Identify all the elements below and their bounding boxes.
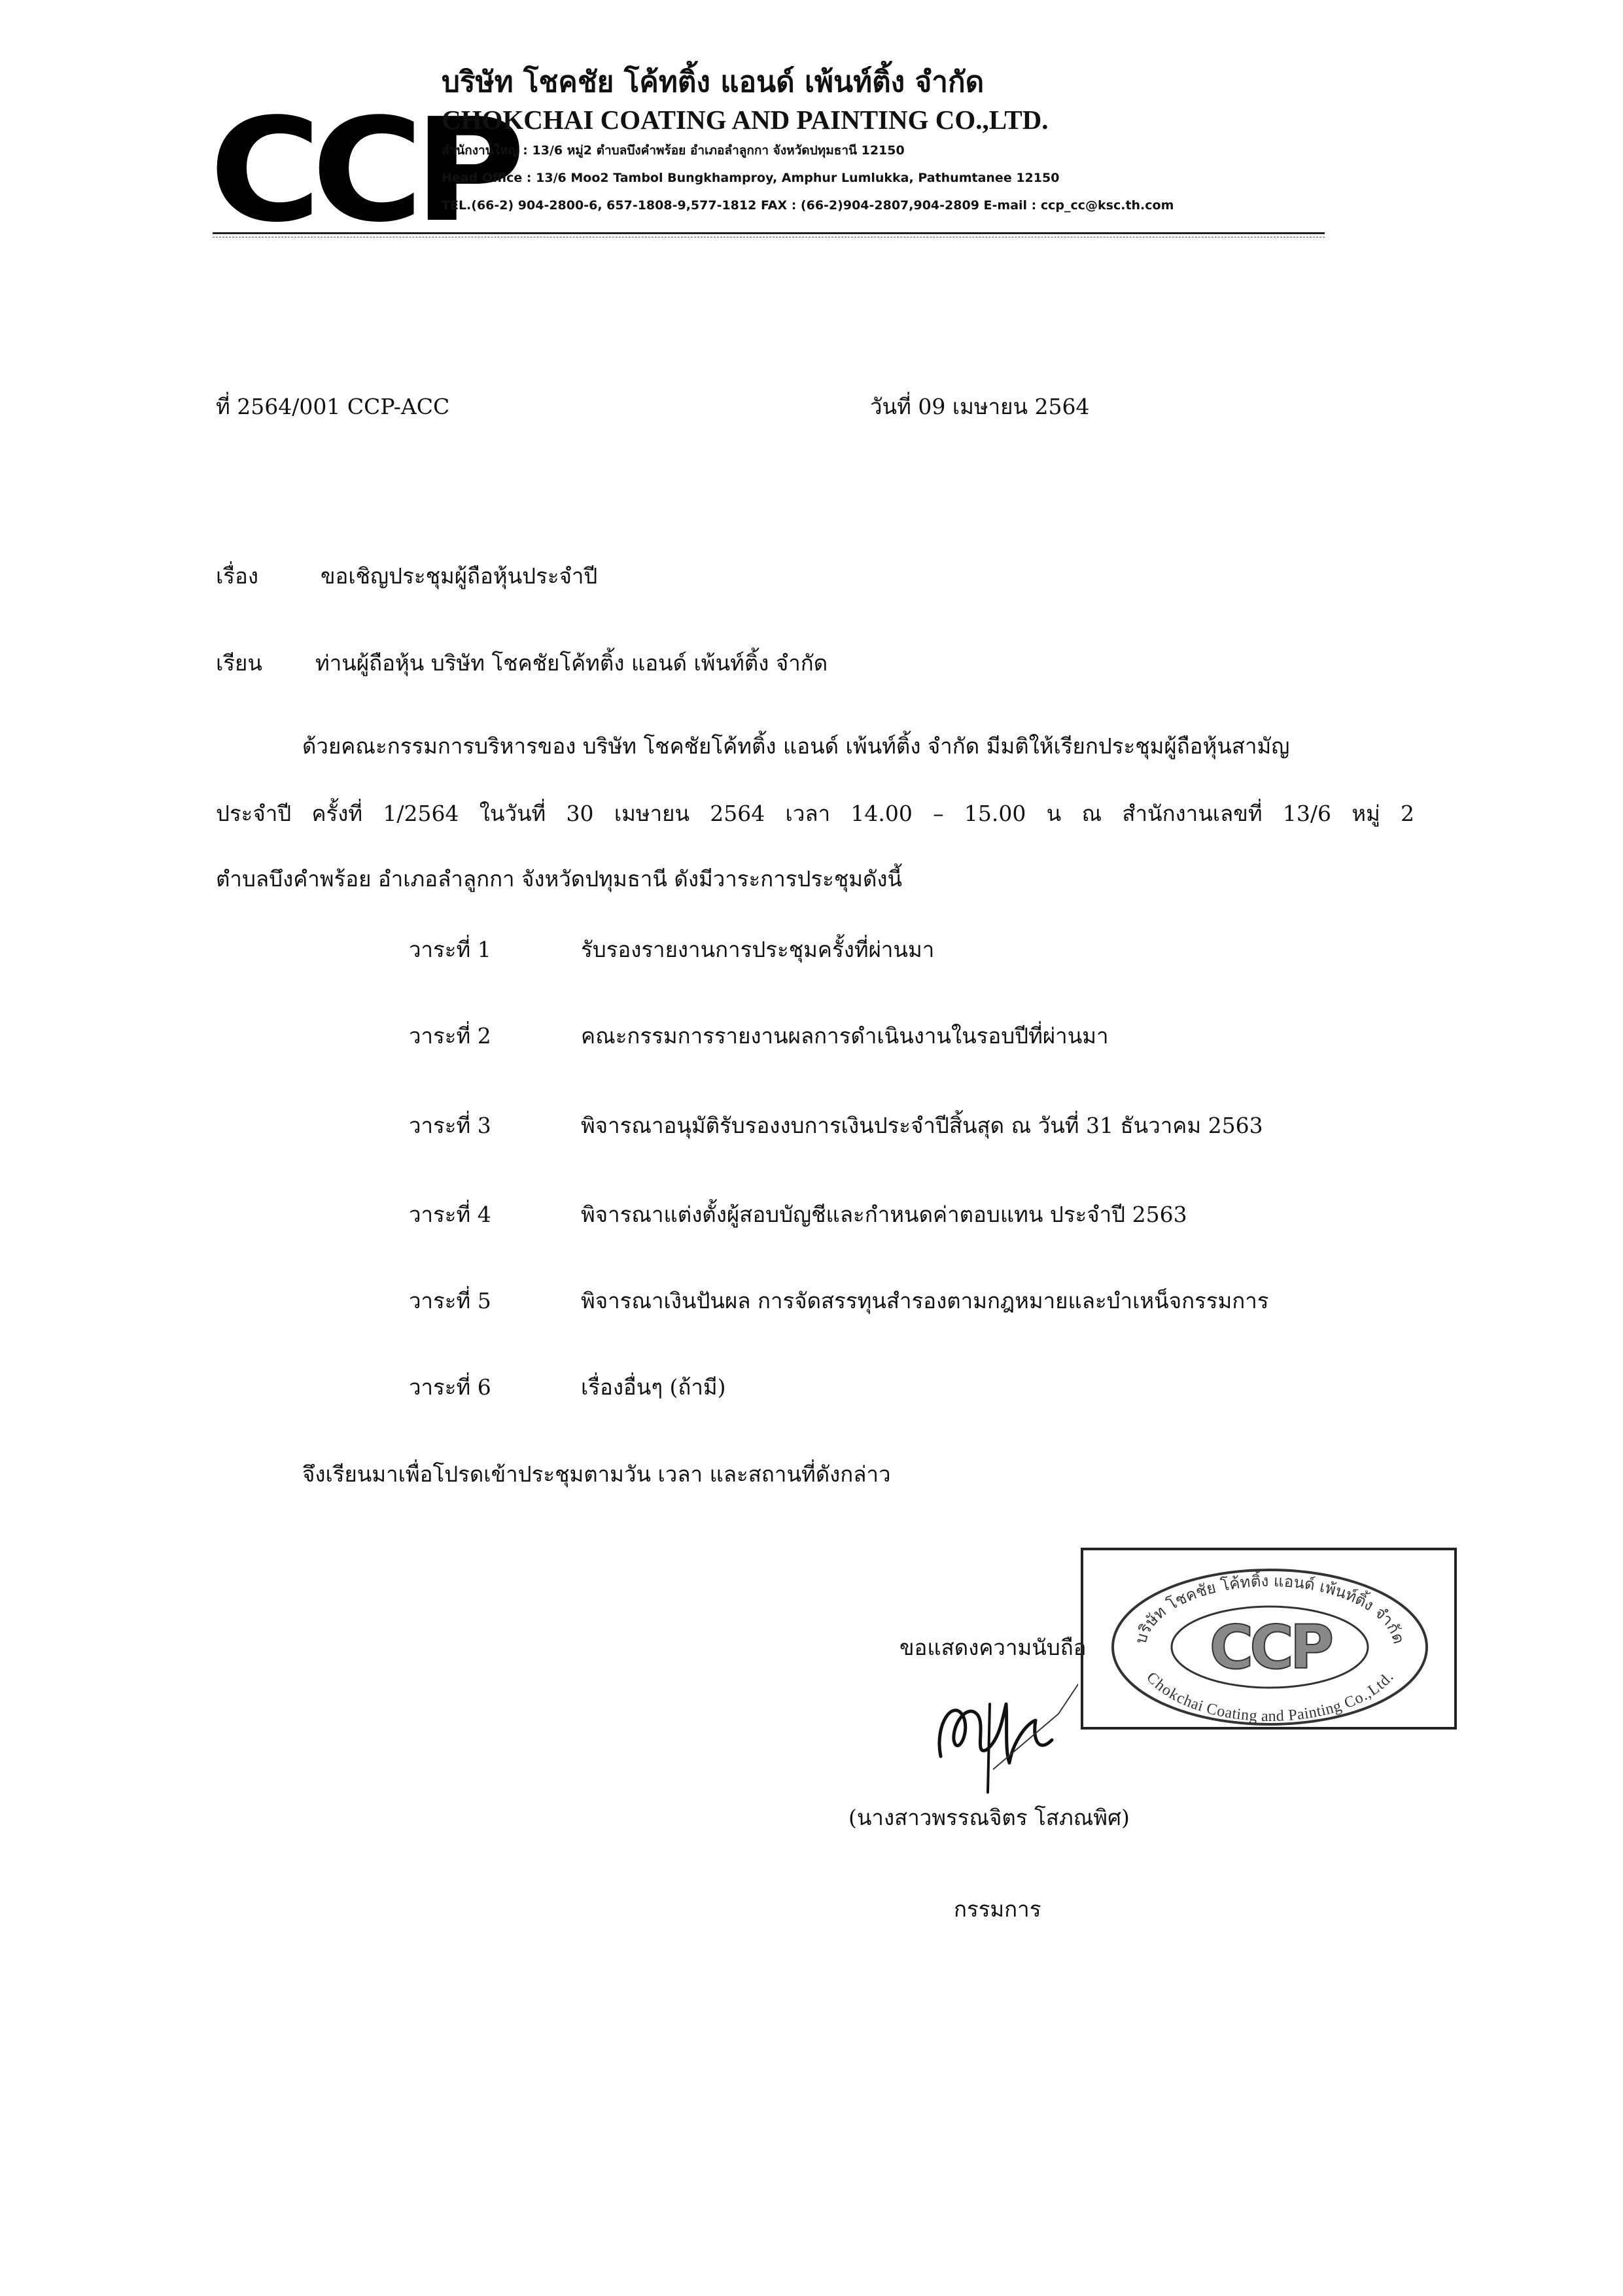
address-en: Head Office : 13/6 Moo2 Tambol Bungkhamproy, Amphur Lumlukka, Pathumtanee 12150 [442,171,1060,185]
company-stamp [1081,1548,1457,1730]
body-paragraph-line: ประจำปี ครั้งที่ 1/2564 ในวันที่ 30 เมษายน 2564 เวลา 14.00 – 15.00 น ณ สำนักงานเลขที่ 13/6 หมู่ 2 [216,801,1414,826]
svg-text:Chokchai Coating and Painting: Chokchai Coating and Painting Co.,Ltd. [1143,1669,1397,1726]
salutation-label: เรียน [216,650,262,676]
signatory-name: (นางสาวพรรณจิตร โสภณพิศ) [848,1805,1130,1830]
agenda-item: รับรองรายงานการประชุมครั้งที่ผ่านมา [581,937,935,962]
signatory-title: กรรมการ [954,1896,1041,1922]
agenda-item: เรื่องอื่นๆ (ถ้ามี) [581,1374,726,1400]
letter-date: วันที่ 09 เมษายน 2564 [870,394,1090,419]
agenda-number: วาระที่ 5 [409,1288,491,1313]
company-name-thai: บริษัท โชคชัย โค้ทติ้ง แอนด์ เพ้นท์ติ้ง จำกัด [442,65,985,99]
closing-invitation: จึงเรียนมาเพื่อโปรดเข้าประชุมตามวัน เวลา และสถานที่ดังกล่าว [302,1461,891,1487]
company-logo: CCP [209,88,516,254]
agenda-number: วาระที่ 6 [409,1374,491,1400]
company-info [442,62,1390,219]
letterhead [209,62,1387,254]
stamp-seal-icon [1083,1550,1454,1727]
body-paragraph-line: ตำบลบึงคำพร้อย อำเภอลำลูกกา จังหวัดปทุมธานี ดังมีวาระการประชุมดังนี้ [216,866,903,892]
agenda-number: วาระที่ 3 [409,1113,491,1138]
agenda-number: วาระที่ 4 [409,1202,491,1227]
header-divider [213,232,1325,237]
svg-text:CCP: CCP [1209,1612,1331,1682]
company-name-en: CHOKCHAI COATING AND PAINTING CO.,LTD. [442,105,1049,135]
agenda-number: วาระที่ 2 [409,1023,491,1049]
agenda-item: พิจารณาเงินปันผล การจัดสรรทุนสำรองตามกฎหมายและบำเหน็จกรรมการ [581,1288,1269,1313]
salutation-text: ท่านผู้ถือหุ้น บริษัท โชคชัยโค้ทติ้ง แอนด์ เพ้นท์ติ้ง จำกัด [315,650,828,676]
reference-number: ที่ 2564/001 CCP-ACC [216,394,450,419]
closing-regards: ขอแสดงความนับถือ [899,1635,1087,1660]
contact-line: TEL.(66-2) 904-2800-6, 657-1808-9,577-1812 FAX : (66-2)904-2807,904-2809 E-mail : ccp_cc@ksc.th.com [442,198,1174,213]
agenda-number: วาระที่ 1 [409,937,491,962]
agenda-item: พิจารณาอนุมัติรับรองงบการเงินประจำปีสิ้นสุด ณ วันที่ 31 ธันวาคม 2563 [581,1113,1263,1138]
subject-text: ขอเชิญประชุมผู้ถือหุ้นประจำปี [321,563,598,589]
agenda-item: พิจารณาแต่งตั้งผู้สอบบัญชีและกำหนดค่าตอบแทน ประจำปี 2563 [581,1202,1187,1227]
agenda-item: คณะกรรมการรายงานผลการดำเนินงานในรอบปีที่ผ่านมา [581,1023,1109,1049]
svg-text:บริษัท โชคชัย โค้ทติ้ง แอนด์ เ: บริษัท โชคชัย โค้ทติ้ง แอนด์ เพ้นท์ติ้ง จำกัด [1131,1571,1408,1646]
body-paragraph-line: ด้วยคณะกรรมการบริหารของ บริษัท โชคชัยโค้ทติ้ง แอนด์ เพ้นท์ติ้ง จำกัด มีมติให้เรียกประชุมผู้ถือหุ้นสามัญ [302,733,1290,759]
subject-label: เรื่อง [216,563,258,589]
signature [928,1678,1078,1796]
address-thai: สำนักงานใหญ่ : 13/6 หมู่2 ตำบลบึงคำพร้อย อำเภอลำลูกกา จังหวัดปทุมธานี 12150 [442,143,905,158]
